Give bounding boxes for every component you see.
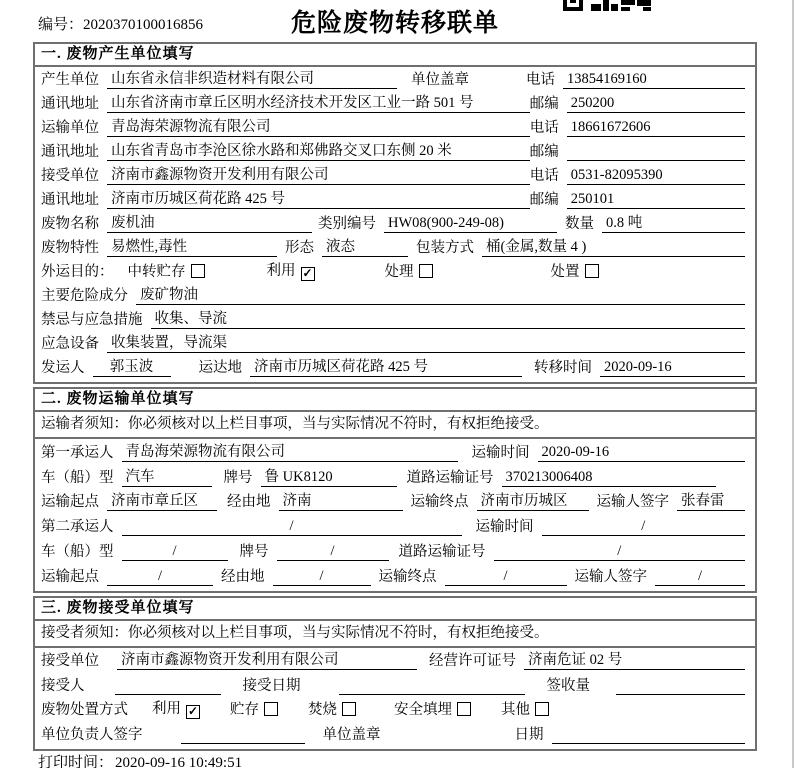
route2-via-label: 经由地 (221, 568, 265, 585)
carrier1-row (41, 440, 745, 465)
receiver-phone-value: 0531-82095390 (567, 167, 745, 185)
receiver-unit-value: 济南市鑫源物资开发利用有限公司 (107, 167, 530, 185)
unit-seal-label: 单位盖章 (411, 72, 469, 88)
producer-unit-row (41, 68, 745, 92)
vehicle2-license-label: 道路运输证号 (398, 543, 486, 560)
producer-phone-label: 电话 (526, 72, 555, 88)
sign-qty-value (616, 678, 745, 695)
carrier1-time-label: 运输时间 (471, 444, 530, 461)
purpose-row (41, 260, 745, 284)
waste-name-label: 废物名称 (41, 216, 99, 232)
main-hazard-row (41, 284, 745, 308)
purpose-option-use: 利用 ✓ (266, 263, 313, 280)
disposal-landfill-checkbox-unchecked (457, 702, 471, 716)
receive-person-value (115, 678, 221, 695)
section1-title: 一. 废物产生单位填写 (35, 44, 755, 67)
section-receiver (33, 596, 757, 751)
destination-label: 运达地 (198, 360, 242, 376)
section2-title: 二. 废物运输单位填写 (35, 389, 755, 412)
route1-row (41, 490, 745, 515)
route2-via-value: / (273, 568, 371, 586)
vehicle2-row (41, 539, 745, 564)
carrier2-time-value: / (542, 518, 746, 536)
print-time-label: 打印时间： (38, 754, 114, 768)
transporter-address-row (41, 140, 745, 164)
waste-code-label: 类别编号 (318, 216, 376, 232)
transfer-time-value: 2020-09-16 (600, 359, 745, 377)
route1-end-label: 运输终点 (410, 494, 469, 511)
window-right-border (792, 0, 794, 768)
vehicle1-license-value: 370213006408 (502, 469, 716, 487)
waste-traits-row (41, 236, 745, 260)
disposal-option-other: 其他 (501, 702, 549, 719)
responsible-sign-value (181, 727, 305, 744)
purpose-option-treat: 处理 (385, 264, 433, 281)
dispose-checkbox-unchecked (585, 264, 599, 278)
receiver-unit-label: 接受单位 (41, 168, 99, 184)
receive-unit-row (41, 649, 745, 674)
route1-via-label: 经由地 (227, 494, 271, 511)
unit-seal2-label: 单位盖章 (322, 726, 381, 743)
treat-checkbox-unchecked (419, 264, 433, 278)
waste-name-row (41, 212, 745, 236)
transporter-unit-label: 运输单位 (41, 120, 99, 136)
disposal-option-landfill: 安全填埋 (394, 702, 471, 719)
taboo-row (41, 308, 745, 332)
receiver-address-row (41, 188, 745, 212)
taboo-label: 禁忌与应急措施 (41, 312, 143, 328)
waste-qty-value: 0.8 吨 (602, 215, 745, 233)
disposal-burn-checkbox-unchecked (342, 702, 356, 716)
producer-unit-label: 产生单位 (41, 72, 99, 88)
vehicle1-license-label: 道路运输证号 (406, 469, 494, 486)
purpose-label: 外运目的： (41, 264, 114, 280)
disposal-option-burn: 焚烧 (308, 702, 356, 719)
vehicle1-plate-value: 鲁 UK8120 (261, 469, 397, 487)
waste-form-value: 液态 (322, 239, 408, 257)
main-hazard-label: 主要危险成分 (41, 288, 128, 304)
transporter-zip-value (567, 144, 745, 161)
route2-sign-label: 运输人签字 (574, 568, 647, 585)
transporter-address-value: 山东省青岛市李沧区徐水路和郑佛路交叉口东侧 20 米 (107, 143, 530, 161)
section-transporter (33, 387, 757, 593)
route1-start-value: 济南市章丘区 (107, 493, 217, 511)
destination-value: 济南市历城区荷花路 425 号 (250, 359, 522, 377)
taboo-value: 收集、导流 (151, 311, 746, 329)
print-time-line (33, 755, 757, 768)
transporter-zip-label: 邮编 (529, 144, 559, 160)
dispatcher-label: 发运人 (41, 360, 85, 376)
section3-title: 三. 废物接受单位填写 (35, 598, 755, 621)
carrier1-label: 第一承运人 (41, 444, 114, 461)
serial-number: 2020370100016856 (83, 17, 204, 33)
waste-traits-value: 易燃性,毒性 (107, 239, 277, 257)
route2-end-value: / (445, 568, 567, 586)
receiver-notice: 接受者须知：你必须核对以上栏目事项，当与实际情况不符时，有权拒绝接受。 (35, 621, 755, 648)
packing-label: 包装方式 (416, 240, 474, 256)
disposal-store-checkbox-unchecked (264, 702, 278, 716)
vehicle1-row (41, 465, 745, 490)
page-title: 危险废物转移联单 (290, 10, 499, 37)
disposal-use-checkbox-checked: ✓ (187, 704, 199, 719)
route2-start-value: / (107, 568, 213, 586)
receive-unit-label: 接受单位 (41, 653, 99, 670)
receive-date-label: 接受日期 (242, 677, 301, 694)
producer-address-label: 通讯地址 (41, 96, 99, 112)
disposal-other-checkbox-unchecked (535, 702, 549, 716)
vehicle1-type-value: 汽车 (122, 469, 212, 487)
transporter-unit-value: 青岛海荣源物流有限公司 (107, 119, 530, 137)
waste-form-label: 形态 (285, 240, 314, 256)
carrier1-value: 青岛海荣源物流有限公司 (122, 444, 458, 462)
route1-start-label: 运输起点 (41, 494, 99, 511)
main-hazard-value: 废矿物油 (136, 287, 745, 305)
carrier2-label: 第二承运人 (41, 519, 114, 536)
emergency-equipment-row (41, 332, 745, 356)
route1-sign-value: 张春雷 (677, 493, 745, 511)
transfer-time-label: 转移时间 (534, 360, 592, 376)
vehicle1-plate-label: 牌号 (223, 469, 253, 486)
receive-date-value (339, 678, 525, 695)
route1-sign-label: 运输人签字 (596, 494, 669, 511)
route1-via-value: 济南 (279, 493, 403, 511)
carrier1-time-value: 2020-09-16 (538, 444, 746, 462)
vehicle1-type-label: 车（船）型 (41, 469, 114, 486)
receiver-address-value: 济南市历城区荷花路 425 号 (107, 191, 530, 209)
operating-license-value: 济南危证 02 号 (524, 652, 745, 670)
purpose-option-transfer: 中转贮存 (128, 264, 205, 281)
disposal-method-label: 废物处置方式 (41, 702, 128, 719)
transporter-unit-row (41, 116, 745, 140)
receiver-phone-label: 电话 (529, 168, 559, 184)
disposal-method-row (41, 698, 745, 723)
serial-label: 编号： (38, 17, 84, 33)
route2-end-label: 运输终点 (378, 568, 437, 585)
transporter-phone-label: 电话 (529, 120, 559, 136)
manifest-document (33, 0, 757, 768)
waste-traits-label: 废物特性 (41, 240, 99, 256)
receiver-unit-row (41, 164, 745, 188)
carrier2-value: / (122, 518, 462, 536)
receive-person-row (41, 673, 745, 698)
document-header (33, 0, 757, 42)
transporter-phone-value: 18661672606 (567, 119, 745, 137)
transporter-address-label: 通讯地址 (41, 144, 99, 160)
carrier2-time-label: 运输时间 (475, 519, 534, 536)
vehicle2-type-label: 车（船）型 (41, 543, 114, 560)
disposal-option-store: 贮存 (230, 702, 278, 719)
sign-date-label: 日期 (514, 726, 544, 743)
transfer-checkbox-unchecked (191, 264, 205, 278)
dispatch-row (41, 356, 745, 380)
use-checkbox-checked: ✓ (302, 266, 313, 280)
emergency-equipment-label: 应急设备 (41, 336, 99, 352)
waste-qty-label: 数量 (565, 216, 594, 232)
vehicle2-plate-value: / (277, 543, 389, 561)
waste-name-value: 废机油 (107, 215, 312, 233)
signature-row (41, 722, 745, 747)
transporter-notice: 运输者须知：你必须核对以上栏目事项，当与实际情况不符时，有权拒绝接受。 (35, 412, 755, 439)
producer-phone-value: 13854169160 (563, 71, 745, 89)
vehicle2-plate-label: 牌号 (239, 543, 269, 560)
sign-date-value (552, 727, 746, 744)
emergency-equipment-value: 收集装置，导流渠 (107, 335, 745, 353)
print-time-value: 2020-09-16 10:49:51 (115, 754, 243, 768)
vehicle2-license-value: / (494, 543, 746, 561)
responsible-sign-label: 单位负责人签字 (41, 726, 143, 743)
receiver-zip-label: 邮编 (529, 192, 559, 208)
dispatcher-value: 郭玉波 (93, 359, 171, 377)
route2-row (41, 564, 745, 589)
section-producer (33, 42, 757, 384)
sign-qty-label: 签收量 (546, 677, 590, 694)
producer-unit-value: 山东省永信非织造材料有限公司 (107, 71, 397, 89)
operating-license-label: 经营许可证号 (429, 653, 516, 670)
route1-end-value: 济南市历城区 (477, 493, 589, 511)
receiver-address-label: 通讯地址 (41, 192, 99, 208)
vehicle2-type-value: / (122, 543, 228, 561)
route2-start-label: 运输起点 (41, 568, 99, 585)
packing-value: 桶(金属,数量 4 ) (482, 239, 745, 257)
route2-sign-value: / (655, 568, 745, 586)
qr-code-icon (563, 0, 653, 11)
carrier2-row (41, 514, 745, 539)
receive-unit-value: 济南市鑫源物资开发利用有限公司 (117, 652, 417, 670)
receiver-zip-value: 250101 (567, 191, 745, 209)
receive-person-label: 接受人 (41, 677, 85, 694)
producer-zip-label: 邮编 (529, 96, 559, 112)
producer-address-row (41, 92, 745, 116)
disposal-option-use: 利用 ✓ (152, 701, 199, 719)
producer-address-value: 山东省济南市章丘区明水经济技术开发区工业一路 501 号 (107, 95, 530, 113)
producer-zip-value: 250200 (567, 95, 745, 113)
purpose-option-dispose: 处置 (551, 264, 599, 281)
waste-code-value: HW08(900-249-08) (384, 215, 557, 233)
